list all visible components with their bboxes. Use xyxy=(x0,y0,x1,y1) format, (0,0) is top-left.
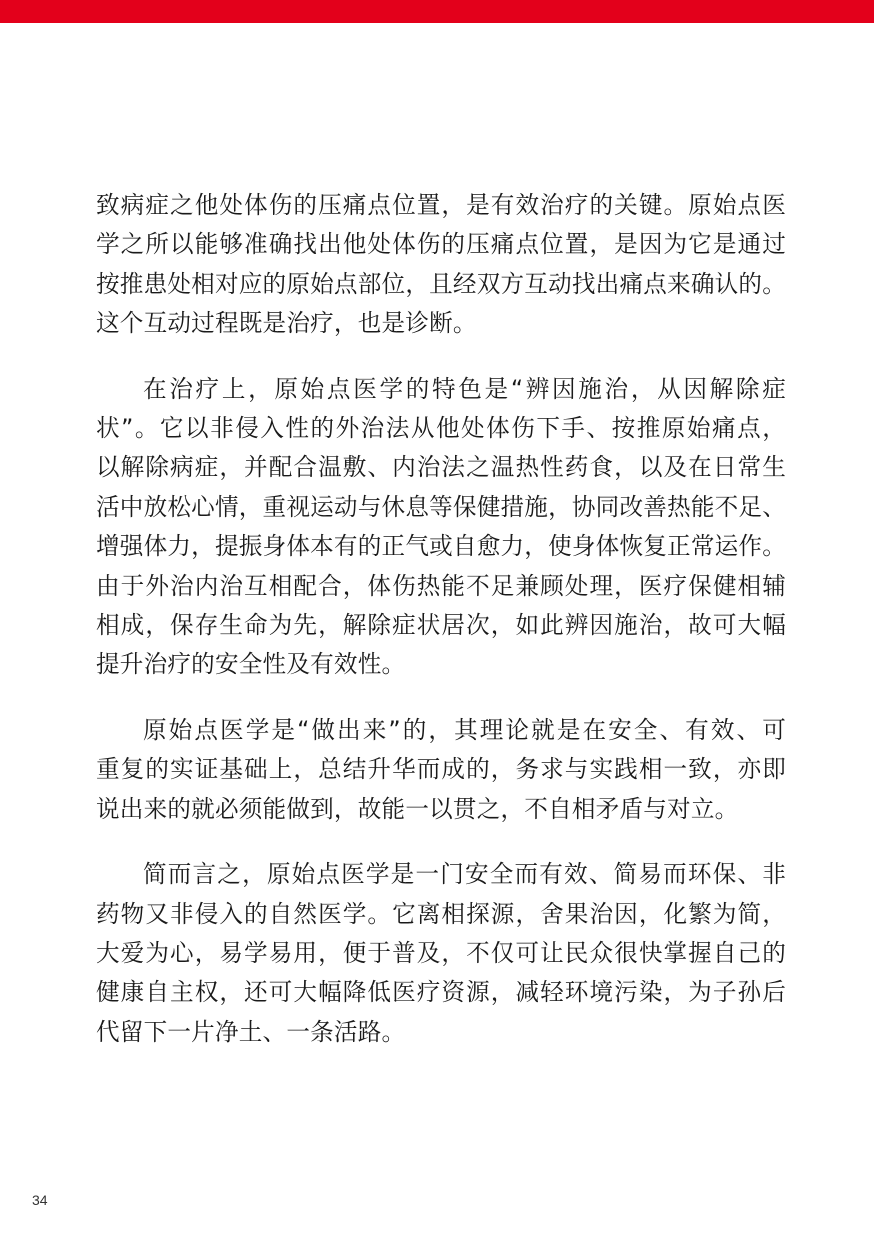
paragraph-1 xyxy=(96,186,786,344)
text-line: 重复的实证基础上，总结升华而成的，务求与实践相一致，亦即 xyxy=(96,755,786,784)
page-number: 34 xyxy=(32,1192,48,1208)
text-line: 代留下一片净土、一条活路。 xyxy=(96,1017,406,1046)
text-line: 增强体力，提振身体本有的正气或自愈力，使身体恢复正常运作。 xyxy=(96,532,787,561)
body-text xyxy=(96,186,786,1052)
text-line: 说出来的就必须能做到，故能一以贯之，不自相矛盾与对立。 xyxy=(96,794,739,823)
text-line: 相成，保存生命为先，解除症状居次，如此辨因施治，故可大幅 xyxy=(96,611,786,640)
paragraph-4 xyxy=(96,855,786,1052)
text-line: 大爱为心，易学易用，便于普及，不仅可让民众很快掌握自己的 xyxy=(96,938,786,967)
text-line: 原始点医学是“做出来”的，其理论就是在安全、有效、可 xyxy=(143,715,786,744)
paragraph-spacer xyxy=(96,344,786,370)
text-line: 在治疗上，原始点医学的特色是“辨因施治，从因解除症 xyxy=(143,374,786,403)
paragraph-2 xyxy=(96,370,786,685)
text-line: 提升治疗的安全性及有效性。 xyxy=(96,650,406,679)
text-line: 健康自主权，还可大幅降低医疗资源，减轻环境污染，为子孙后 xyxy=(96,978,786,1007)
text-line: 以解除病症，并配合温敷、内治法之温热性药食，以及在日常生 xyxy=(96,453,786,482)
paragraph-3 xyxy=(96,711,786,829)
text-line: 由于外治内治互相配合，体伤热能不足兼顾处理，医疗保健相辅 xyxy=(96,571,786,600)
text-line: 药物又非侵入的自然医学。它离相探源，舍果治因，化繁为简， xyxy=(96,899,786,928)
paragraph-spacer xyxy=(96,829,786,855)
top-accent-bar xyxy=(0,0,874,23)
paragraph-spacer xyxy=(96,685,786,711)
text-line: 致病症之他处体伤的压痛点位置，是有效治疗的关键。原始点医 xyxy=(96,191,786,219)
text-line: 按推患处相对应的原始点部位，且经双方互动找出痛点来确认的。 xyxy=(96,269,787,298)
text-line: 简而言之，原始点医学是一门安全而有效、简易而环保、非 xyxy=(143,860,786,889)
text-line: 这个互动过程既是治疗，也是诊断。 xyxy=(96,309,477,338)
text-line: 状”。它以非侵入性的外治法从他处体伤下手、按推原始痛点， xyxy=(96,414,786,443)
text-line: 活中放松心情，重视运动与休息等保健措施，协同改善热能不足、 xyxy=(96,492,787,521)
text-line: 学之所以能够准确找出他处体伤的压痛点位置，是因为它是通过 xyxy=(96,230,786,259)
